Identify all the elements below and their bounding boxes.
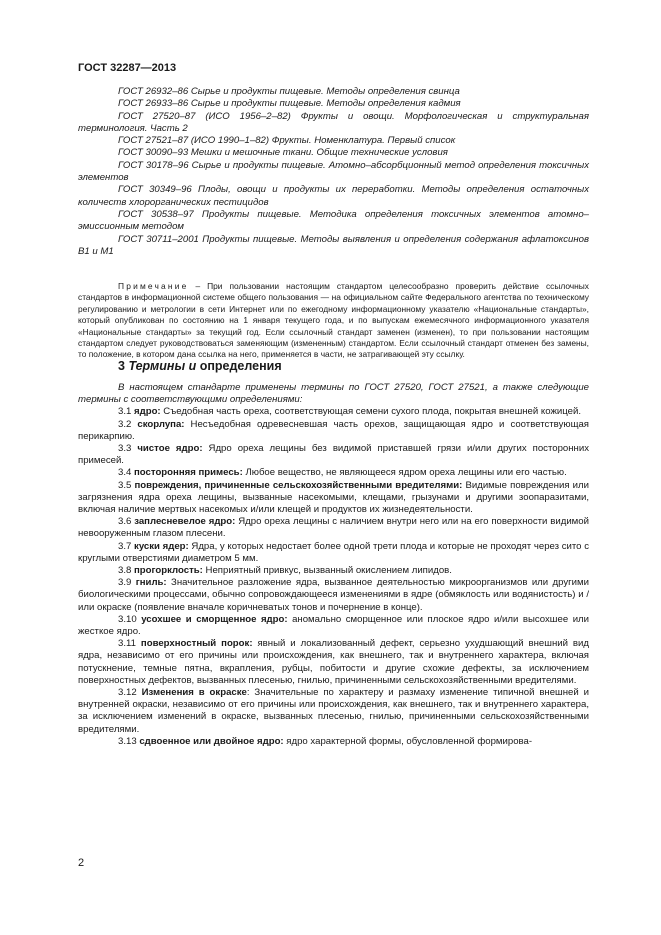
term-definition: ядро характерной формы, обусловленной формирова- (283, 735, 533, 747)
term-paragraph (78, 516, 589, 540)
term-definition: Неприятный привкус, вызванный окислением липидов. (202, 565, 452, 577)
term-number: 3.4 (118, 467, 135, 479)
term-name: куски ядер: (134, 540, 189, 552)
document-header: ГОСТ 32287—2013 (78, 62, 177, 74)
term-name: гниль: (135, 577, 167, 589)
note-paragraph (78, 281, 589, 361)
term-name: посторонняя примесь: (134, 467, 243, 479)
term-paragraph (78, 565, 589, 577)
term-paragraph (78, 443, 589, 467)
reference-item: ГОСТ 30090–93 Мешки и мешочные ткани. Общие технические условия (118, 147, 448, 159)
reference-item: ГОСТ 27520–87 (ИСО 1956–2–82) Фрукты и овощи. Морфологическая и структуральная терминология. Часть 2 (78, 110, 589, 134)
term-name: Изменения в окраске (141, 687, 247, 699)
term-definition: Видимые повреждения или загрязнения ядра ореха лещины, вызванные насекомыми, клещами, грызунами и другими зоопаразитами, включая наличие мертвых насекомых и/или клещей и продуктов их жизнедеятельности. (78, 479, 590, 516)
reference-item: ГОСТ 26933–86 Сырье и продукты пищевые. Методы определения кадмия (118, 98, 461, 110)
term-paragraph (78, 687, 589, 736)
section-number: 3 (118, 359, 125, 373)
terms-body (78, 382, 589, 748)
term-name: скорлупа: (137, 418, 185, 430)
term-paragraph (78, 614, 589, 638)
page-number: 2 (78, 857, 85, 869)
term-number: 3.2 (118, 418, 138, 430)
term-definition: Ядро ореха лещины с наличием внутри него или на его поверхности видимой невооруженным глазом плесени. (78, 516, 589, 540)
normative-references-list (78, 86, 589, 258)
term-paragraph (78, 638, 589, 687)
term-name: ядро: (134, 406, 161, 418)
reference-item: ГОСТ 30711–2001 Продукты пищевые. Методы выявления и определения содержания афлатоксинов В1 и М1 (78, 233, 589, 257)
term-name: усохшее и сморщенное ядро: (141, 613, 288, 625)
reference-item: ГОСТ 30178–96 Сырье и продукты пищевые. Атомно–абсорбционный метод определения токсичных элементов (78, 159, 589, 184)
term-name: прогорклость: (134, 565, 203, 577)
reference-item: ГОСТ 30349–96 Плоды, овощи и продукты их переработки. Методы определения остаточных количеств хлорорганических пестицидов (78, 184, 589, 208)
term-name: сдвоенное или двойное ядро: (139, 735, 284, 747)
reference-item: ГОСТ 27521–87 (ИСО 1990–1–82) Фрукты. Номенклатура. Первый список (118, 135, 456, 147)
term-definition: Ядро ореха лещины без видимой приставшей грязи и/или других посторонних примесей. (78, 443, 589, 467)
term-number: 3.13 (118, 735, 140, 747)
section-intro: В настоящем стандарте применены термины по ГОСТ 27520, ГОСТ 27521, а также следующие термины с соответствующими определениями: (78, 382, 589, 406)
term-definition: Ядра, у которых недостает более одной трети плода и которые не проходят через сито с круглыми отверстиями диаметром 5 мм. (78, 540, 589, 564)
term-number: 3.5 (118, 479, 135, 491)
note-text: – При пользовании настоящим стандартом целесообразно проверить действие ссылочных стандартов в информационной системе общего пользования — на официальном сайте Федерального агентства по техническому регулированию и метрологии в сети Интернет или по ежегодному информационному указателю «Национальные стандарты», который опубликован по состоянию на 1 января текущего года, и по выпускам ежемесячного информационного указателя «Национальные стандарты» за текущий год. Если ссылочный стандарт заменен (изменен), то при пользовании настоящим стандартом следует руководствоваться заменяющим (измененным) стандартом. Если ссылочный стандарт отменен без замены, то положение, в котором дана ссылка на него, применяется в части, не затрагивающей эту ссылку. (78, 281, 589, 360)
term-number: 3.11 (118, 638, 141, 650)
term-name: чистое ядро: (137, 443, 203, 455)
section-heading (118, 359, 282, 373)
term-number: 3.7 (118, 540, 135, 552)
term-paragraph (78, 541, 589, 565)
term-number: 3.10 (118, 613, 142, 625)
reference-item: ГОСТ 26932–86 Сырье и продукты пищевые. Методы определения свинца (118, 86, 460, 97)
term-number: 3.6 (118, 516, 135, 528)
term-definition: Несъедобная одревесневшая часть орехов, защищающая ядро и соответствующая перикарпию. (78, 418, 589, 442)
term-definition: Значительное разложение ядра, вызванное деятельностью микроорганизмов или другими биологическими процессами, обычно сопровождающееся изменениями в ядре (обмяклость или водянистость) и /или окраске (появление вначале коричневатых тонов и почернение в конце). (78, 577, 589, 613)
term-definition: Любое вещество, не являющееся ядром ореха лещины или его частью. (242, 467, 567, 479)
term-paragraph (78, 467, 589, 479)
term-number: 3.1 (118, 406, 135, 418)
term-number: 3.9 (118, 577, 136, 589)
term-paragraph (78, 406, 589, 418)
term-number: 3.8 (118, 565, 135, 577)
section-title-rest: определения (196, 359, 282, 373)
reference-note (78, 281, 589, 361)
term-name: поверхностный порок: (140, 638, 253, 650)
term-number: 3.3 (118, 443, 138, 455)
term-paragraph (78, 480, 589, 517)
term-number: 3.12 (118, 687, 142, 699)
section-title-italic: Термины и (128, 359, 197, 373)
term-paragraph (78, 577, 589, 614)
term-definition: : Значительные по характеру и размаху изменение типичной внешней и внутренней окраски, независимо от его причины или происхождения, как внешнего, так и внутреннего характера, за исключением изменений в окраске, вызванных плесенью, гнилью, причиненными сельскохозяйственными вредителями. (78, 687, 589, 735)
term-paragraph (78, 736, 589, 748)
term-definition: аномально сморщенное или плоское ядро и/или высохшее или жесткое ядро. (78, 613, 590, 638)
term-paragraph (78, 419, 589, 443)
term-definition: явный и локализованный дефект, серьезно ухудшающий внешний вид ядра, независимо от его причины или происхождения, как внешнего, так и внутреннего характера, включая потускнение, темные пятна, вкрапления, рубцы, побитости и другие схожие дефекты, за исключением поверхностных дефектов, вызванных плесенью, гнилью, причиненными сельскохозяйственными вредителями. (78, 638, 589, 686)
term-name: заплесневелое ядро: (134, 516, 236, 528)
term-name: повреждения, причиненные сельскохозяйственными вредителями: (134, 479, 463, 491)
term-definition: Съедобная часть ореха, соответствующая семени сухого плода, покрытая внешней кожицей. (160, 406, 581, 418)
reference-item: ГОСТ 30538–97 Продукты пищевые. Методика определения токсичных элементов атомно–эмиссионным методом (78, 208, 589, 233)
note-label: Примечание (118, 281, 189, 291)
